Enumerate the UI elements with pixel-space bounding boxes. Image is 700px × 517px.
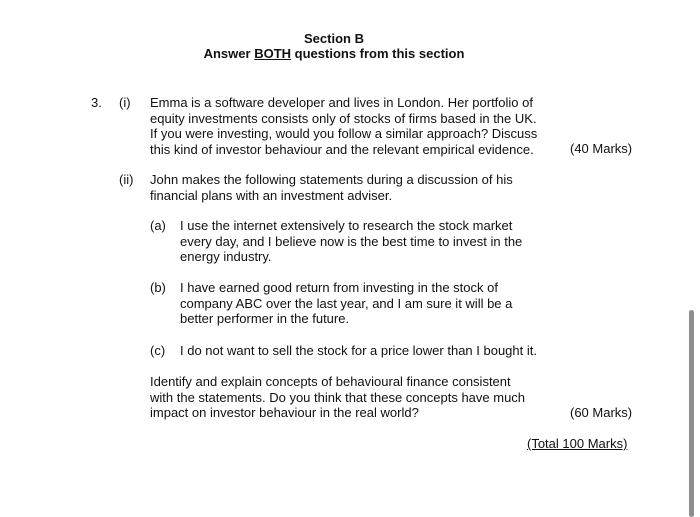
- statement-line: I have earned good return from investing in the stock of: [180, 280, 498, 295]
- task-line: with the statements. Do you think that these concepts have much: [150, 389, 526, 405]
- statement-line: better performer in the future.: [180, 311, 350, 326]
- part-ii-intro-line: financial plans with an investment adviser.: [150, 187, 393, 203]
- part-i-marks: (40 Marks): [570, 141, 633, 156]
- statement-b-text: [180, 280, 550, 327]
- statement-line: company ABC over the last year, and I am sure it will be a: [180, 295, 513, 311]
- task-line: impact on investor behaviour in the real world?: [150, 405, 419, 420]
- part-i-line: If you were investing, would you follow a similar approach? Discuss: [150, 126, 538, 141]
- part-i-text: [150, 95, 537, 157]
- part-i-line: Emma is a software developer and lives in London. Her portfolio of: [150, 95, 533, 110]
- part-ii-marks: (60 Marks): [570, 405, 633, 420]
- part-i-label: (i): [119, 95, 131, 110]
- part-ii-intro-line: John makes the following statements during a discussion of his: [150, 172, 513, 187]
- statement-line: energy industry.: [180, 249, 272, 264]
- question-number: 3.: [91, 95, 102, 110]
- statement-line: every day, and I believe now is the best time to invest in the: [180, 233, 523, 249]
- section-title: Section B: [304, 31, 364, 46]
- statement-b-label: (b): [150, 280, 166, 295]
- instruction-suffix: questions from this section: [294, 46, 465, 61]
- statement-c-label: (c): [150, 343, 166, 358]
- total-marks: (Total 100 Marks): [527, 436, 628, 451]
- part-ii-task: [150, 374, 525, 421]
- part-ii-intro: [150, 172, 513, 203]
- statement-line: I use the internet extensively to research the stock market: [180, 218, 513, 233]
- statement-line: I do not want to sell the stock for a price lower than I bought it.: [180, 343, 537, 358]
- instruction-emphasis: BOTH: [254, 46, 292, 61]
- section-instruction: [0, 46, 668, 62]
- part-i-line: equity investments consists only of stocks of firms based in the UK.: [150, 110, 537, 126]
- statement-a-label: (a): [150, 218, 166, 233]
- part-i-line: this kind of investor behaviour and the relevant empirical evidence.: [150, 141, 534, 157]
- statement-c-text: [180, 343, 537, 359]
- instruction-prefix: Answer: [203, 46, 251, 61]
- task-line: Identify and explain concepts of behavioural finance consistent: [150, 374, 511, 389]
- vertical-scrollbar[interactable]: [689, 310, 694, 517]
- part-ii-label: (ii): [119, 172, 134, 187]
- statement-a-text: [180, 218, 550, 265]
